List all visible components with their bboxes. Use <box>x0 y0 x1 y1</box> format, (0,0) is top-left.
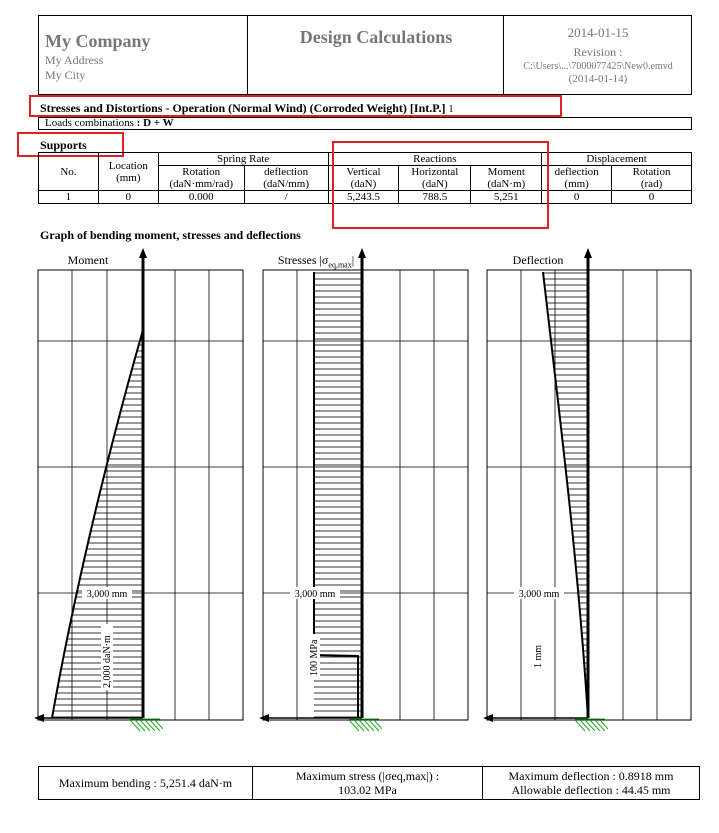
header-vertical: Vertical (daN) <box>328 166 399 191</box>
deflection-graph-label: Deflection <box>512 253 564 267</box>
cell-no: 1 <box>39 191 99 204</box>
header-deflection: deflection (daN/mm) <box>244 166 328 191</box>
support-hatch-icon <box>575 719 608 731</box>
moment-height-label: 3,000 mm <box>86 589 128 600</box>
cell-horizontal: 788.5 <box>399 191 471 204</box>
cell-disp-rotation: 0 <box>612 191 692 204</box>
arrow-up-icon <box>358 248 366 258</box>
stress-value-label: 100 MPa <box>309 639 320 676</box>
moment-value-label: 2,000 daN·m <box>102 635 113 688</box>
cell-deflection: / <box>244 191 328 204</box>
support-hatch-icon <box>130 719 163 731</box>
arrow-left-icon <box>34 714 44 722</box>
stress-graph <box>259 248 468 731</box>
header-displacement: Displacement <box>542 153 692 166</box>
company-city: My City <box>45 68 86 82</box>
header-disp-deflection: deflection (mm) <box>542 166 612 191</box>
graphs-title: Graph of bending moment, stresses and deflections <box>40 228 301 242</box>
cell-rotation: 0.000 <box>158 191 244 204</box>
header-spring-rate: Spring Rate <box>158 153 328 166</box>
max-deflection: Maximum deflection : 0.8918 mm Allowable deflection : 44.45 mm <box>483 767 700 800</box>
cell-moment: 5,251 <box>471 191 542 204</box>
deflection-value-label: 1 mm <box>533 644 544 668</box>
arrow-left-icon <box>483 714 493 722</box>
company-name: My Company <box>45 31 151 51</box>
cell-location: 0 <box>98 191 158 204</box>
stress-frame <box>263 270 468 720</box>
document-title: Design Calculations <box>299 27 453 47</box>
header-horizontal: Horizontal (daN) <box>399 166 471 191</box>
section-title: Stresses and Distortions - Operation (Normal Wind) (Corroded Weight) [Int.P.] 1 <box>40 101 454 115</box>
stress-height-label: 3,000 mm <box>294 589 336 600</box>
cell-disp-deflection: 0 <box>542 191 612 204</box>
moment-area <box>52 330 143 718</box>
company-address: My Address <box>45 53 104 67</box>
moment-graph <box>34 248 243 731</box>
loads-combinations: Loads combinations : D + W <box>38 117 692 130</box>
section-index: 1 <box>448 104 454 115</box>
deflection-graph <box>483 248 691 731</box>
cell-vertical: 5,243.5 <box>328 191 399 204</box>
max-stress: Maximum stress (|σeq,max|) : 103.02 MPa <box>253 767 483 800</box>
arrow-up-icon <box>139 248 147 258</box>
stress-area <box>314 272 362 718</box>
header-no: No. <box>39 153 99 191</box>
header-moment: Moment (daN·m) <box>471 166 542 191</box>
max-bending: Maximum bending : 5,251.4 daN·m <box>39 767 253 800</box>
arrow-up-icon <box>584 248 592 258</box>
deflection-height-label: 3,000 mm <box>518 589 560 600</box>
header-reactions: Reactions <box>328 153 542 166</box>
header-disp-rotation: Rotation (rad) <box>612 166 692 191</box>
summary-table <box>38 766 700 800</box>
arrow-left-icon <box>259 714 269 722</box>
header-rotation: Rotation (daN·mm/rad) <box>158 166 244 191</box>
document-date: 2014-01-15 <box>567 25 629 40</box>
revision-label: Revision : <box>573 45 623 59</box>
moment-graph-label: Moment <box>67 253 109 267</box>
deflection-area <box>543 272 588 718</box>
stress-graph-label: Stresses $|\sigma_{eq,max}|$ <box>277 253 355 270</box>
supports-title: Supports <box>40 138 87 152</box>
header-location: Location (mm) <box>98 153 158 191</box>
support-hatch-icon <box>349 719 382 731</box>
file-path: C:\Users\...\7000077425\New0.emvd <box>523 61 673 72</box>
file-date: (2014-01-14) <box>568 73 628 85</box>
